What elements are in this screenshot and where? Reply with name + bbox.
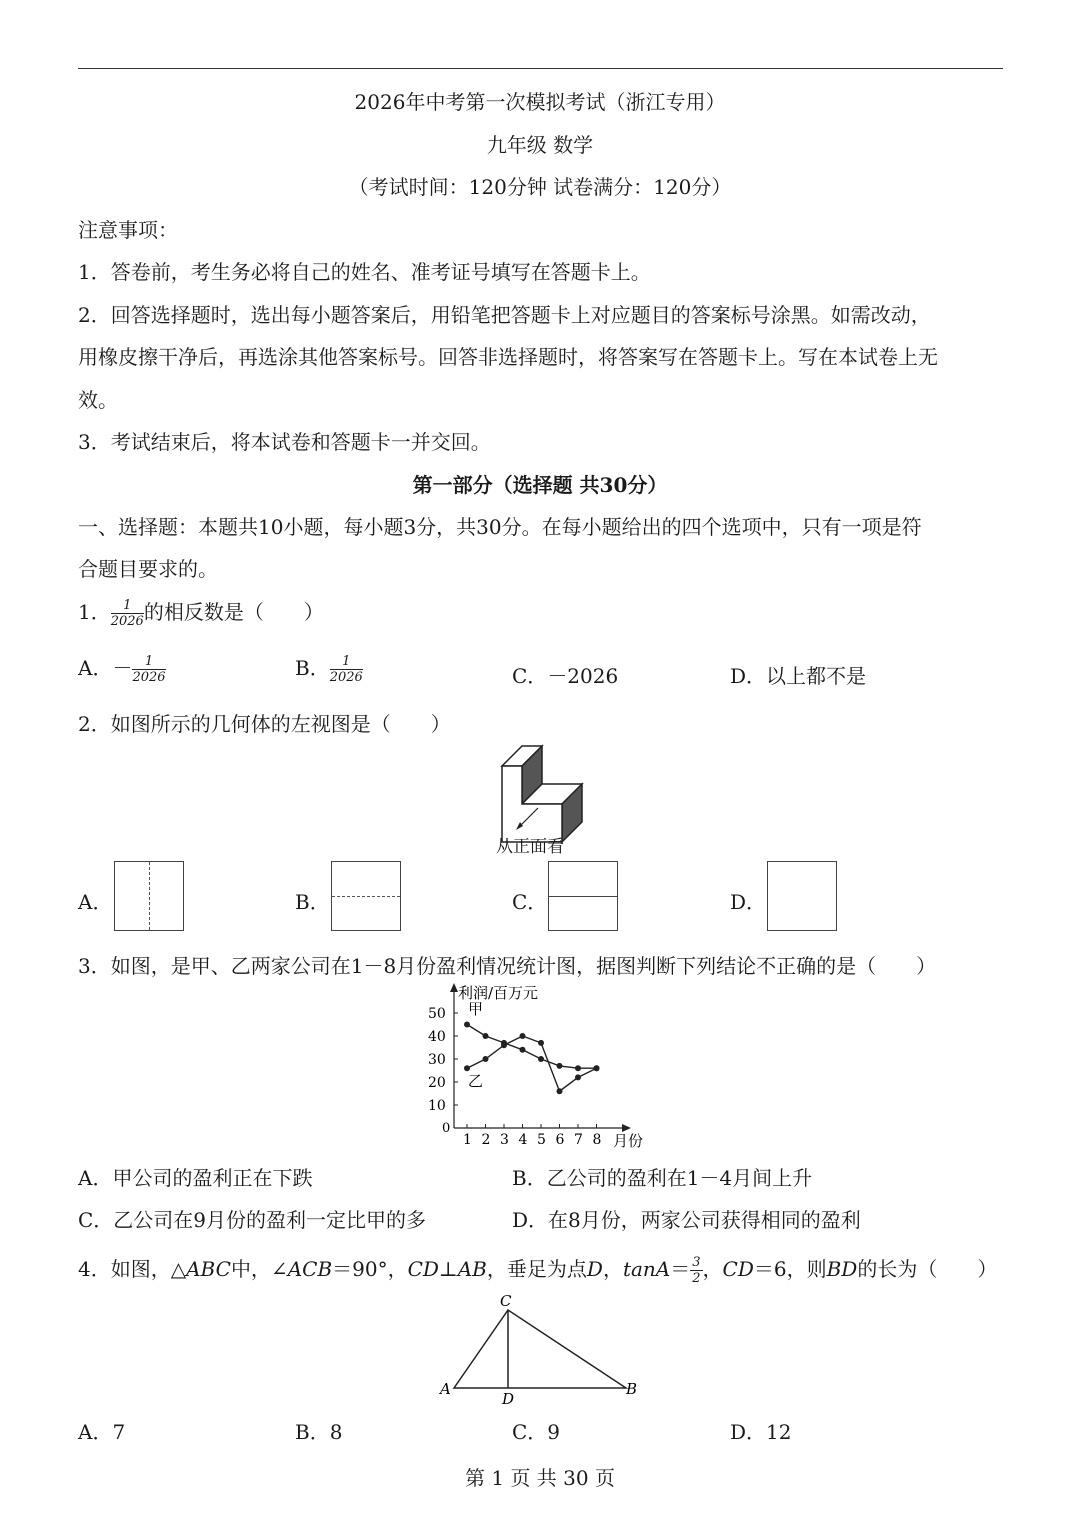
data-point: [557, 1063, 563, 1069]
data-point: [464, 1022, 470, 1028]
point-label-d: D: [502, 1390, 515, 1408]
data-point: [483, 1056, 489, 1062]
q1-option-a[interactable]: A．－ $\frac{1}{2026}$: [78, 654, 166, 685]
note-item-2-line-3: 效。: [78, 388, 118, 412]
question-1: [78, 596, 324, 629]
q4-option-c[interactable]: C．9: [512, 1420, 561, 1444]
part1-intro-line-2: 合题目要求的。: [78, 557, 218, 581]
q1-fraction: $\frac{1}{2026}$: [110, 598, 144, 629]
q1-number: 1．: [78, 600, 111, 624]
q2-option-b-view[interactable]: [331, 861, 401, 931]
q3-option-b[interactable]: B．乙公司的盈利在1－4月间上升: [512, 1166, 813, 1190]
x-tick-label: 5: [537, 1132, 546, 1148]
q1-stem: 的相反数是（ ）: [143, 600, 324, 624]
data-point: [538, 1040, 544, 1046]
series-label-yi: 乙: [468, 1072, 484, 1090]
data-point: [520, 1047, 526, 1053]
data-point: [464, 1065, 470, 1071]
q4-fraction: $\frac{3}{2}$: [692, 1255, 701, 1286]
point-label-a: A: [440, 1380, 451, 1398]
point-label-b: B: [626, 1380, 638, 1398]
y-tick-label: 40: [428, 1029, 446, 1045]
data-point: [538, 1056, 544, 1062]
note-item-2-line-1: 2．回答选择题时，选出每小题答案后，用铅笔把答题卡上对应题目的答案标号涂黑。如需改动，: [78, 303, 931, 327]
y-tick-label: 50: [428, 1006, 446, 1022]
q4-triangle-figure: [436, 1292, 646, 1408]
part1-heading: 第一部分（选择题 共30分）: [412, 473, 668, 497]
x-tick-label: 4: [518, 1132, 528, 1148]
exam-info: （考试时间：120分钟 试卷满分：120分）: [348, 175, 732, 199]
q1-option-c[interactable]: C．－2026: [512, 664, 619, 688]
x-tick-label: 8: [592, 1132, 602, 1148]
x-tick-label: 6: [555, 1132, 565, 1148]
q2-option-d-view[interactable]: [767, 861, 837, 931]
x-tick-label: 3: [500, 1132, 509, 1148]
series-label-jia: 甲: [468, 1000, 484, 1018]
chart-x-label: 月份: [613, 1132, 644, 1150]
q3-option-c[interactable]: C．乙公司在9月份的盈利一定比甲的多: [78, 1208, 427, 1232]
data-point: [575, 1074, 581, 1080]
x-tick-label: 1: [463, 1132, 472, 1148]
q3-option-d[interactable]: D．在8月份，两家公司获得相同的盈利: [512, 1208, 861, 1232]
q4-stem: 4．如图，△ABC中，∠ACB＝90°，CD⊥AB，垂足为点D，tanA＝ $\frac{3}{2}$ ，CD＝6，则BD的长为（ ）: [78, 1255, 998, 1286]
data-point: [594, 1065, 600, 1071]
q2-option-c-view[interactable]: [548, 861, 618, 931]
x-tick-label: 2: [481, 1132, 491, 1148]
exam-title: 2026年中考第一次模拟考试（浙江专用）: [354, 90, 726, 114]
chart-origin-label: 0: [442, 1121, 451, 1136]
solid-horizontal-line: [549, 896, 617, 897]
y-tick-label: 10: [428, 1098, 446, 1114]
chart-y-label: 利润/百万元: [458, 984, 539, 1002]
exam-subtitle: 九年级 数学: [486, 133, 594, 157]
series-line-yi: [467, 1036, 597, 1091]
note-item-2-line-2: 用橡皮擦干净后，再选涂其他答案标号。回答非选择题时，将答案写在答题卡上。写在本试卷上无: [78, 345, 938, 369]
q2-figure-caption: 从正面看: [496, 837, 564, 857]
data-point: [501, 1042, 507, 1048]
data-point: [575, 1065, 581, 1071]
q3-line-chart: [420, 980, 660, 1152]
note-item-3: 3．考试结束后，将本试卷和答题卡一并交回。: [78, 430, 491, 454]
q4-option-b[interactable]: B．8: [295, 1420, 343, 1444]
y-axis-arrow: [450, 983, 458, 992]
triangle-abc: [454, 1310, 626, 1388]
notes-heading: 注意事项：: [78, 218, 178, 242]
q2-option-a-view[interactable]: [114, 861, 184, 931]
q2-stem: 2．如图所示的几何体的左视图是（ ）: [78, 712, 451, 736]
x-tick-label: 7: [574, 1132, 583, 1148]
part1-intro-line-1: 一、选择题：本题共10小题，每小题3分，共30分。在每小题给出的四个选项中，只有一项是符: [78, 515, 922, 539]
y-tick-label: 30: [428, 1052, 446, 1068]
q3-option-a[interactable]: A．甲公司的盈利正在下跌: [78, 1166, 313, 1190]
q3-stem: 3．如图，是甲、乙两家公司在1－8月份盈利情况统计图，据图判断下列结论不正确的是（ ）: [78, 954, 937, 978]
q2-option-b-label[interactable]: B．: [295, 890, 330, 914]
q2-option-c-label[interactable]: C．: [512, 890, 548, 914]
top-rule: [78, 68, 1003, 69]
y-tick-label: 20: [428, 1075, 446, 1091]
dashed-horizontal-line: [332, 896, 400, 897]
q1-option-d[interactable]: D．以上都不是: [730, 664, 867, 688]
data-point: [520, 1033, 526, 1039]
q2-option-d-label[interactable]: D．: [730, 890, 767, 914]
point-label-c: C: [500, 1292, 512, 1310]
q4-option-d[interactable]: D．12: [730, 1420, 792, 1444]
data-point: [557, 1088, 563, 1094]
note-item-1: 1．答卷前，考生务必将自己的姓名、准考证号填写在答题卡上。: [78, 260, 651, 284]
q4-option-a[interactable]: A．7: [78, 1420, 126, 1444]
data-point: [483, 1033, 489, 1039]
x-axis-arrow: [622, 1124, 631, 1132]
dashed-vertical-line: [149, 862, 150, 930]
q1-option-b[interactable]: B． $\frac{1}{2026}$: [295, 654, 363, 685]
page-footer: 第 1 页 共 30 页: [465, 1466, 615, 1490]
q2-option-a-label[interactable]: A．: [78, 890, 113, 914]
